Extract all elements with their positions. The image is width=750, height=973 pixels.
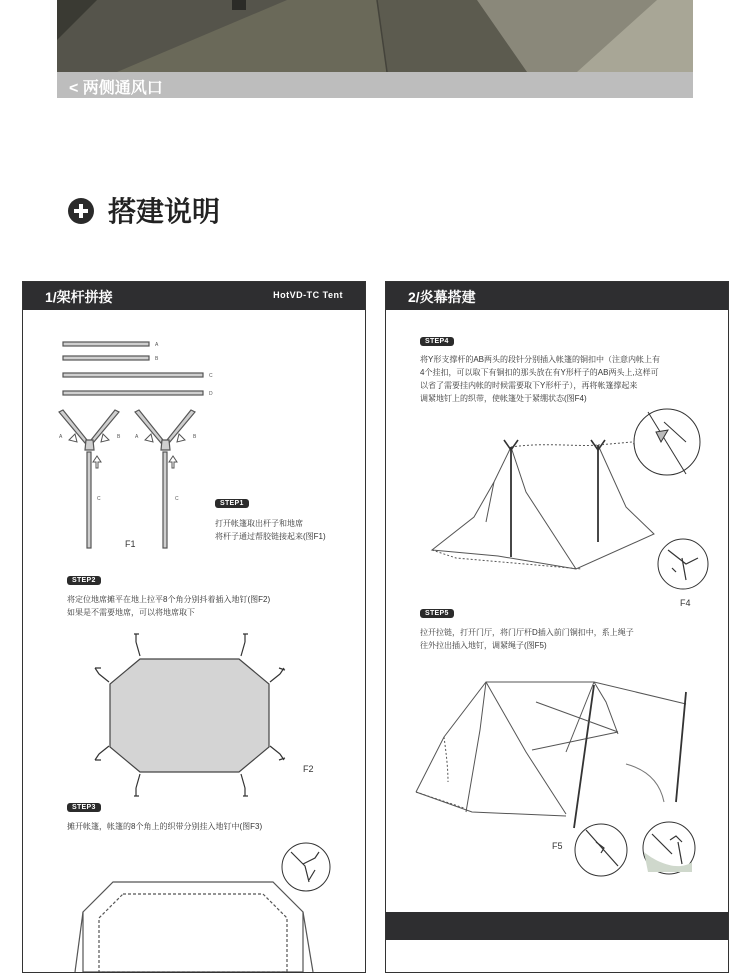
step3-text	[67, 820, 262, 833]
figure-f5-label: F5	[552, 841, 563, 851]
step5-line-1: 拉开拉链，打开门厅，将门厅杆D插入前门铜扣中，系上绳子	[420, 628, 634, 637]
yframe2-label-c: C	[175, 496, 179, 502]
pole-assembly-panel	[22, 281, 366, 973]
panel-right-title: 2/炎幕搭建	[408, 289, 476, 305]
step4-line-1: 将Y形支撑杆的AB两头的段针分别插入帐篷的铜扣中（注意内帐上有	[420, 355, 661, 364]
tent-setup-panel	[385, 281, 729, 973]
panel-footer-band	[386, 912, 728, 940]
yframe2-label-b: B	[193, 434, 197, 440]
section-title: 搭建说明	[108, 196, 221, 227]
buckle-detail-inset	[634, 409, 700, 475]
brand-label: HotVD-TC Tent	[273, 290, 343, 300]
step1-text	[215, 517, 326, 543]
y-frame-1	[59, 410, 119, 548]
step1-line-2: 将杆子通过帮胶链接起来(图F1)	[215, 532, 326, 541]
tent-vent-photo	[57, 0, 693, 72]
step4-line-4: 调紧地钉上的织带，使帐篷处于紧绷状态(图F4)	[420, 394, 587, 403]
stake-detail-inset	[282, 843, 330, 891]
y-frame-2	[135, 410, 195, 548]
tent-base-drawing	[75, 882, 313, 972]
step2-badge: STEP2	[67, 576, 101, 585]
step1-badge: STEP1	[215, 499, 249, 508]
step5-text	[420, 626, 634, 652]
step2-line-1: 将定位地席摊平在地上拉平8个角分别抖着插入地钉(图F2)	[67, 595, 271, 604]
step5-line-2: 往外拉出插入地钉，调紧绳子(图F5)	[420, 641, 547, 650]
step3-line-1: 摊开帐篷，帐篷的8个角上的织带分别挂入地钉中(图F3)	[67, 822, 263, 831]
step2-line-2: 如果是不需要地席，可以将地席取下	[67, 608, 195, 617]
pole-label-a: A	[155, 342, 159, 348]
step4-text	[420, 353, 660, 405]
tent-f5-drawing	[416, 682, 686, 828]
pole-label-c: C	[209, 373, 213, 379]
ground-mat	[110, 659, 269, 772]
step4-line-2: 4个挂扣，可以取下有铜扣的那头放在有Y形杆子的AB两头上,这样可	[420, 368, 659, 377]
figure-f4-label: F4	[680, 598, 691, 608]
yframe1-label-b: B	[117, 434, 121, 440]
figure-f2-label: F2	[303, 764, 314, 774]
step4-badge: STEP4	[420, 337, 454, 346]
yframe1-label-a: A	[59, 434, 63, 440]
step1-line-1: 打开帐篷取出杆子和地席	[215, 519, 303, 528]
pole-assembly-illustrations	[23, 282, 365, 972]
step2-text	[67, 593, 270, 619]
step5-badge: STEP5	[420, 609, 454, 618]
step3-badge: STEP3	[67, 803, 101, 812]
poles-diagram	[63, 342, 203, 395]
yframe1-label-c: C	[97, 496, 101, 502]
yframe2-label-a: A	[135, 434, 139, 440]
tent-f4-drawing	[432, 440, 658, 569]
plus-circle-icon	[68, 198, 94, 224]
figure-f1-label: F1	[125, 539, 136, 549]
pole-label-b: B	[155, 356, 159, 362]
vent-caption-bar	[57, 72, 693, 98]
rope-detail-inset-1	[575, 824, 627, 876]
pole-label-d: D	[209, 391, 213, 397]
vent-caption: < 两侧通风口	[69, 80, 163, 97]
step4-line-3: 以省了需要挂内帐的时候需要取下Y形杆子），再将帐篷撑起来	[420, 381, 638, 390]
panel-left-title: 1/架杆拼接	[45, 289, 113, 305]
